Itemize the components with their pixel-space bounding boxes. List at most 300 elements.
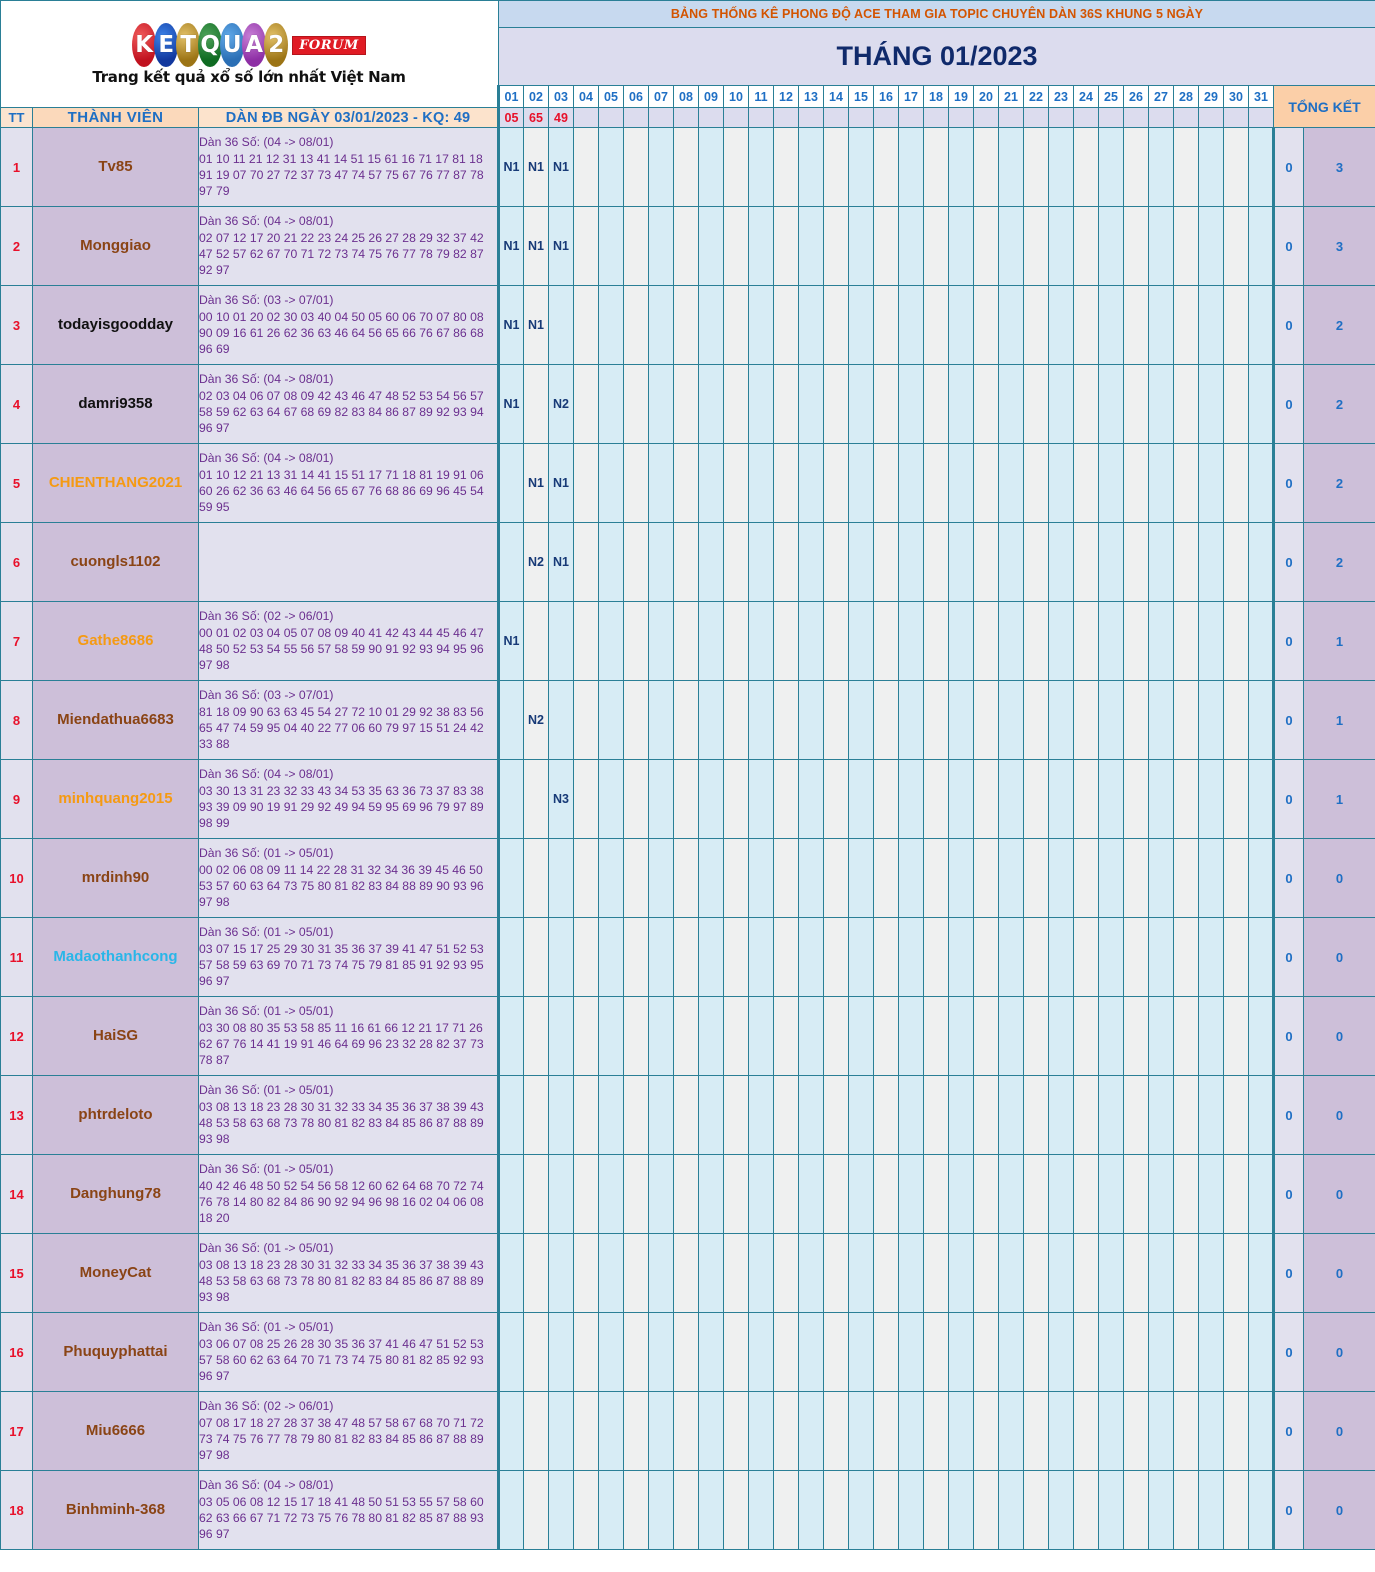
day-mark-05[interactable] [599, 681, 624, 760]
day-mark-12[interactable] [774, 681, 799, 760]
day-mark-01[interactable] [499, 1471, 524, 1550]
day-mark-19[interactable] [949, 444, 974, 523]
day-mark-15[interactable] [849, 1392, 874, 1471]
day-mark-28[interactable] [1174, 602, 1199, 681]
day-mark-14[interactable] [824, 997, 849, 1076]
day-mark-17[interactable] [899, 1392, 924, 1471]
day-mark-24[interactable] [1074, 839, 1099, 918]
day-mark-02[interactable] [524, 1313, 549, 1392]
day-header-20[interactable]: 20 [974, 86, 999, 108]
day-mark-31[interactable] [1249, 1234, 1274, 1313]
day-mark-19[interactable] [949, 760, 974, 839]
day-mark-21[interactable] [999, 918, 1024, 997]
day-mark-14[interactable] [824, 839, 849, 918]
day-mark-11[interactable] [749, 128, 774, 207]
day-mark-12[interactable] [774, 1471, 799, 1550]
day-mark-25[interactable] [1099, 523, 1124, 602]
day-mark-06[interactable] [624, 286, 649, 365]
day-mark-11[interactable] [749, 1313, 774, 1392]
day-mark-12[interactable] [774, 444, 799, 523]
day-mark-29[interactable] [1199, 1155, 1224, 1234]
day-mark-23[interactable] [1049, 128, 1074, 207]
day-mark-24[interactable] [1074, 918, 1099, 997]
day-mark-08[interactable] [674, 1313, 699, 1392]
day-mark-20[interactable] [974, 444, 999, 523]
day-mark-29[interactable] [1199, 1471, 1224, 1550]
day-mark-10[interactable] [724, 523, 749, 602]
day-mark-13[interactable] [799, 1076, 824, 1155]
day-mark-28[interactable] [1174, 365, 1199, 444]
day-mark-23[interactable] [1049, 839, 1074, 918]
day-mark-11[interactable] [749, 286, 774, 365]
day-mark-21[interactable] [999, 128, 1024, 207]
day-mark-23[interactable] [1049, 602, 1074, 681]
day-mark-23[interactable] [1049, 1471, 1074, 1550]
day-mark-14[interactable] [824, 1313, 849, 1392]
day-mark-15[interactable] [849, 286, 874, 365]
day-mark-14[interactable] [824, 523, 849, 602]
day-mark-06[interactable] [624, 128, 649, 207]
day-mark-18[interactable] [924, 1471, 949, 1550]
day-mark-28[interactable] [1174, 286, 1199, 365]
day-mark-30[interactable] [1224, 444, 1249, 523]
day-mark-15[interactable] [849, 1313, 874, 1392]
day-header-31[interactable]: 31 [1249, 86, 1274, 108]
day-mark-03[interactable] [549, 839, 574, 918]
day-mark-02[interactable] [524, 997, 549, 1076]
day-mark-23[interactable] [1049, 760, 1074, 839]
day-mark-21[interactable] [999, 1471, 1024, 1550]
day-mark-30[interactable] [1224, 1471, 1249, 1550]
day-mark-22[interactable] [1024, 1155, 1049, 1234]
member-name[interactable]: minhquang2015 [33, 760, 199, 839]
day-mark-17[interactable] [899, 839, 924, 918]
day-mark-15[interactable] [849, 207, 874, 286]
day-mark-19[interactable] [949, 1392, 974, 1471]
day-mark-28[interactable] [1174, 207, 1199, 286]
day-mark-25[interactable] [1099, 1155, 1124, 1234]
day-mark-06[interactable] [624, 918, 649, 997]
day-mark-24[interactable] [1074, 207, 1099, 286]
day-mark-16[interactable] [874, 681, 899, 760]
day-mark-15[interactable] [849, 681, 874, 760]
day-mark-21[interactable] [999, 1076, 1024, 1155]
day-mark-29[interactable] [1199, 602, 1224, 681]
day-mark-01[interactable] [499, 839, 524, 918]
day-mark-04[interactable] [574, 523, 599, 602]
day-mark-22[interactable] [1024, 681, 1049, 760]
day-mark-18[interactable] [924, 681, 949, 760]
day-mark-06[interactable] [624, 444, 649, 523]
day-mark-09[interactable] [699, 839, 724, 918]
day-mark-21[interactable] [999, 1392, 1024, 1471]
member-name[interactable]: phtrdeloto [33, 1076, 199, 1155]
day-mark-07[interactable] [649, 128, 674, 207]
day-mark-16[interactable] [874, 602, 899, 681]
day-mark-08[interactable] [674, 444, 699, 523]
day-mark-09[interactable] [699, 365, 724, 444]
day-mark-22[interactable] [1024, 997, 1049, 1076]
day-mark-16[interactable] [874, 1076, 899, 1155]
day-mark-10[interactable] [724, 918, 749, 997]
day-header-03[interactable]: 03 [549, 86, 574, 108]
day-mark-06[interactable] [624, 839, 649, 918]
day-mark-28[interactable] [1174, 681, 1199, 760]
day-mark-14[interactable] [824, 444, 849, 523]
day-mark-30[interactable] [1224, 760, 1249, 839]
day-mark-24[interactable] [1074, 1155, 1099, 1234]
day-header-24[interactable]: 24 [1074, 86, 1099, 108]
day-header-23[interactable]: 23 [1049, 86, 1074, 108]
member-name[interactable]: Gathe8686 [33, 602, 199, 681]
day-mark-01[interactable] [499, 1234, 524, 1313]
day-mark-21[interactable] [999, 760, 1024, 839]
day-mark-03[interactable] [549, 918, 574, 997]
day-mark-02[interactable] [524, 1076, 549, 1155]
day-mark-05[interactable] [599, 128, 624, 207]
day-mark-20[interactable] [974, 1076, 999, 1155]
day-mark-29[interactable] [1199, 444, 1224, 523]
day-mark-07[interactable] [649, 207, 674, 286]
day-mark-25[interactable] [1099, 602, 1124, 681]
day-mark-22[interactable] [1024, 207, 1049, 286]
day-mark-17[interactable] [899, 1234, 924, 1313]
day-mark-19[interactable] [949, 365, 974, 444]
day-mark-24[interactable] [1074, 1313, 1099, 1392]
day-mark-02[interactable] [524, 839, 549, 918]
day-mark-08[interactable] [674, 760, 699, 839]
day-mark-04[interactable] [574, 128, 599, 207]
day-mark-28[interactable] [1174, 1076, 1199, 1155]
day-mark-05[interactable] [599, 1234, 624, 1313]
day-mark-11[interactable] [749, 760, 774, 839]
day-mark-01[interactable] [499, 681, 524, 760]
day-mark-25[interactable] [1099, 1313, 1124, 1392]
day-mark-27[interactable] [1149, 1471, 1174, 1550]
day-mark-28[interactable] [1174, 1234, 1199, 1313]
day-mark-28[interactable] [1174, 1471, 1199, 1550]
day-mark-03[interactable]: N3 [549, 760, 574, 839]
day-mark-14[interactable] [824, 1076, 849, 1155]
day-mark-27[interactable] [1149, 207, 1174, 286]
day-mark-30[interactable] [1224, 1234, 1249, 1313]
day-mark-19[interactable] [949, 839, 974, 918]
day-mark-17[interactable] [899, 365, 924, 444]
day-mark-14[interactable] [824, 128, 849, 207]
day-mark-06[interactable] [624, 602, 649, 681]
day-mark-13[interactable] [799, 523, 824, 602]
day-mark-01[interactable] [499, 1392, 524, 1471]
day-mark-25[interactable] [1099, 286, 1124, 365]
day-mark-20[interactable] [974, 839, 999, 918]
day-mark-27[interactable] [1149, 1155, 1174, 1234]
day-mark-01[interactable] [499, 1155, 524, 1234]
day-mark-01[interactable] [499, 1313, 524, 1392]
day-mark-04[interactable] [574, 1313, 599, 1392]
day-mark-02[interactable]: N1 [524, 286, 549, 365]
day-mark-09[interactable] [699, 602, 724, 681]
day-mark-13[interactable] [799, 365, 824, 444]
day-mark-19[interactable] [949, 1155, 974, 1234]
day-mark-12[interactable] [774, 523, 799, 602]
day-mark-14[interactable] [824, 365, 849, 444]
day-mark-19[interactable] [949, 602, 974, 681]
day-header-11[interactable]: 11 [749, 86, 774, 108]
day-mark-26[interactable] [1124, 1471, 1149, 1550]
day-mark-21[interactable] [999, 1234, 1024, 1313]
day-mark-18[interactable] [924, 1392, 949, 1471]
day-mark-25[interactable] [1099, 1076, 1124, 1155]
day-mark-31[interactable] [1249, 760, 1274, 839]
day-header-27[interactable]: 27 [1149, 86, 1174, 108]
member-name[interactable]: Binhminh-368 [33, 1471, 199, 1550]
day-mark-27[interactable] [1149, 839, 1174, 918]
day-mark-29[interactable] [1199, 681, 1224, 760]
day-mark-11[interactable] [749, 681, 774, 760]
day-header-09[interactable]: 09 [699, 86, 724, 108]
day-mark-08[interactable] [674, 1234, 699, 1313]
day-mark-19[interactable] [949, 523, 974, 602]
day-mark-21[interactable] [999, 523, 1024, 602]
day-mark-02[interactable] [524, 602, 549, 681]
day-mark-14[interactable] [824, 286, 849, 365]
day-mark-13[interactable] [799, 286, 824, 365]
day-mark-26[interactable] [1124, 681, 1149, 760]
day-mark-22[interactable] [1024, 1234, 1049, 1313]
day-mark-22[interactable] [1024, 444, 1049, 523]
day-mark-31[interactable] [1249, 523, 1274, 602]
day-mark-07[interactable] [649, 286, 674, 365]
member-name[interactable]: Madaothanhcong [33, 918, 199, 997]
day-mark-22[interactable] [1024, 839, 1049, 918]
day-mark-03[interactable] [549, 1155, 574, 1234]
site-logo[interactable] [1, 1, 499, 108]
day-mark-12[interactable] [774, 1234, 799, 1313]
day-mark-19[interactable] [949, 918, 974, 997]
day-mark-11[interactable] [749, 523, 774, 602]
day-mark-26[interactable] [1124, 1234, 1149, 1313]
day-mark-30[interactable] [1224, 365, 1249, 444]
day-header-01[interactable]: 01 [499, 86, 524, 108]
day-mark-05[interactable] [599, 997, 624, 1076]
day-mark-22[interactable] [1024, 1392, 1049, 1471]
day-mark-24[interactable] [1074, 365, 1099, 444]
day-mark-26[interactable] [1124, 128, 1149, 207]
day-mark-22[interactable] [1024, 286, 1049, 365]
day-mark-09[interactable] [699, 1076, 724, 1155]
day-mark-08[interactable] [674, 681, 699, 760]
day-mark-20[interactable] [974, 1313, 999, 1392]
day-mark-23[interactable] [1049, 1392, 1074, 1471]
day-mark-27[interactable] [1149, 602, 1174, 681]
day-mark-27[interactable] [1149, 444, 1174, 523]
day-mark-10[interactable] [724, 1313, 749, 1392]
day-mark-14[interactable] [824, 1155, 849, 1234]
day-mark-18[interactable] [924, 1234, 949, 1313]
day-mark-18[interactable] [924, 602, 949, 681]
day-mark-20[interactable] [974, 1471, 999, 1550]
day-mark-04[interactable] [574, 207, 599, 286]
day-mark-14[interactable] [824, 681, 849, 760]
day-mark-26[interactable] [1124, 918, 1149, 997]
day-mark-05[interactable] [599, 760, 624, 839]
day-mark-27[interactable] [1149, 681, 1174, 760]
day-mark-19[interactable] [949, 1234, 974, 1313]
day-mark-05[interactable] [599, 918, 624, 997]
day-mark-10[interactable] [724, 681, 749, 760]
day-mark-25[interactable] [1099, 1234, 1124, 1313]
day-mark-31[interactable] [1249, 1471, 1274, 1550]
day-mark-02[interactable] [524, 1471, 549, 1550]
day-mark-08[interactable] [674, 602, 699, 681]
day-mark-04[interactable] [574, 1234, 599, 1313]
day-mark-18[interactable] [924, 1076, 949, 1155]
day-mark-16[interactable] [874, 1234, 899, 1313]
day-mark-06[interactable] [624, 760, 649, 839]
day-mark-17[interactable] [899, 918, 924, 997]
day-mark-26[interactable] [1124, 1155, 1149, 1234]
day-mark-24[interactable] [1074, 523, 1099, 602]
day-mark-07[interactable] [649, 839, 674, 918]
day-mark-24[interactable] [1074, 286, 1099, 365]
day-mark-01[interactable]: N1 [499, 207, 524, 286]
day-mark-09[interactable] [699, 1155, 724, 1234]
day-mark-06[interactable] [624, 1313, 649, 1392]
day-mark-01[interactable] [499, 1076, 524, 1155]
day-header-14[interactable]: 14 [824, 86, 849, 108]
day-mark-20[interactable] [974, 1392, 999, 1471]
day-mark-26[interactable] [1124, 760, 1149, 839]
day-mark-18[interactable] [924, 523, 949, 602]
day-mark-29[interactable] [1199, 839, 1224, 918]
day-mark-03[interactable] [549, 602, 574, 681]
day-mark-25[interactable] [1099, 1471, 1124, 1550]
day-mark-09[interactable] [699, 760, 724, 839]
day-mark-16[interactable] [874, 918, 899, 997]
day-mark-27[interactable] [1149, 997, 1174, 1076]
day-mark-22[interactable] [1024, 760, 1049, 839]
day-mark-21[interactable] [999, 286, 1024, 365]
day-mark-06[interactable] [624, 1076, 649, 1155]
day-mark-14[interactable] [824, 207, 849, 286]
day-mark-15[interactable] [849, 365, 874, 444]
day-mark-24[interactable] [1074, 1234, 1099, 1313]
day-mark-09[interactable] [699, 1234, 724, 1313]
day-mark-04[interactable] [574, 1076, 599, 1155]
day-mark-10[interactable] [724, 286, 749, 365]
day-mark-28[interactable] [1174, 523, 1199, 602]
day-mark-11[interactable] [749, 365, 774, 444]
day-mark-06[interactable] [624, 997, 649, 1076]
day-mark-13[interactable] [799, 207, 824, 286]
day-mark-03[interactable] [549, 1313, 574, 1392]
day-mark-01[interactable]: N1 [499, 602, 524, 681]
day-mark-28[interactable] [1174, 1392, 1199, 1471]
day-mark-23[interactable] [1049, 997, 1074, 1076]
day-mark-06[interactable] [624, 1471, 649, 1550]
day-mark-05[interactable] [599, 839, 624, 918]
day-mark-11[interactable] [749, 1392, 774, 1471]
day-header-29[interactable]: 29 [1199, 86, 1224, 108]
day-mark-06[interactable] [624, 523, 649, 602]
day-mark-13[interactable] [799, 602, 824, 681]
day-mark-23[interactable] [1049, 444, 1074, 523]
day-mark-24[interactable] [1074, 681, 1099, 760]
day-mark-03[interactable]: N2 [549, 365, 574, 444]
day-mark-14[interactable] [824, 918, 849, 997]
day-mark-04[interactable] [574, 444, 599, 523]
day-mark-13[interactable] [799, 839, 824, 918]
day-mark-12[interactable] [774, 365, 799, 444]
day-mark-12[interactable] [774, 760, 799, 839]
day-mark-17[interactable] [899, 1313, 924, 1392]
day-mark-23[interactable] [1049, 1234, 1074, 1313]
day-mark-22[interactable] [1024, 602, 1049, 681]
day-mark-07[interactable] [649, 523, 674, 602]
day-mark-01[interactable]: N1 [499, 128, 524, 207]
day-mark-29[interactable] [1199, 1234, 1224, 1313]
day-mark-02[interactable]: N2 [524, 681, 549, 760]
day-mark-20[interactable] [974, 128, 999, 207]
day-mark-24[interactable] [1074, 1076, 1099, 1155]
day-mark-04[interactable] [574, 365, 599, 444]
day-mark-24[interactable] [1074, 1392, 1099, 1471]
day-mark-03[interactable] [549, 997, 574, 1076]
day-mark-22[interactable] [1024, 918, 1049, 997]
day-mark-26[interactable] [1124, 444, 1149, 523]
day-mark-15[interactable] [849, 1076, 874, 1155]
day-mark-01[interactable] [499, 997, 524, 1076]
day-mark-12[interactable] [774, 286, 799, 365]
day-mark-17[interactable] [899, 760, 924, 839]
day-header-15[interactable]: 15 [849, 86, 874, 108]
day-mark-30[interactable] [1224, 918, 1249, 997]
day-mark-16[interactable] [874, 760, 899, 839]
day-mark-07[interactable] [649, 681, 674, 760]
day-mark-31[interactable] [1249, 1392, 1274, 1471]
member-name[interactable]: Tv85 [33, 128, 199, 207]
member-name[interactable]: Miendathua6683 [33, 681, 199, 760]
day-mark-10[interactable] [724, 760, 749, 839]
day-mark-31[interactable] [1249, 602, 1274, 681]
day-mark-02[interactable] [524, 365, 549, 444]
day-mark-21[interactable] [999, 839, 1024, 918]
day-header-26[interactable]: 26 [1124, 86, 1149, 108]
day-mark-17[interactable] [899, 286, 924, 365]
day-header-16[interactable]: 16 [874, 86, 899, 108]
day-mark-05[interactable] [599, 365, 624, 444]
day-mark-27[interactable] [1149, 523, 1174, 602]
day-mark-03[interactable] [549, 681, 574, 760]
day-mark-15[interactable] [849, 1234, 874, 1313]
day-mark-21[interactable] [999, 444, 1024, 523]
day-mark-12[interactable] [774, 1392, 799, 1471]
day-mark-10[interactable] [724, 1392, 749, 1471]
day-mark-02[interactable] [524, 918, 549, 997]
day-mark-31[interactable] [1249, 1155, 1274, 1234]
day-mark-06[interactable] [624, 1234, 649, 1313]
day-mark-10[interactable] [724, 128, 749, 207]
day-mark-23[interactable] [1049, 918, 1074, 997]
day-mark-05[interactable] [599, 444, 624, 523]
day-mark-29[interactable] [1199, 286, 1224, 365]
day-mark-11[interactable] [749, 918, 774, 997]
day-mark-25[interactable] [1099, 1392, 1124, 1471]
day-mark-06[interactable] [624, 1155, 649, 1234]
day-mark-03[interactable] [549, 1076, 574, 1155]
day-mark-27[interactable] [1149, 1313, 1174, 1392]
day-header-22[interactable]: 22 [1024, 86, 1049, 108]
